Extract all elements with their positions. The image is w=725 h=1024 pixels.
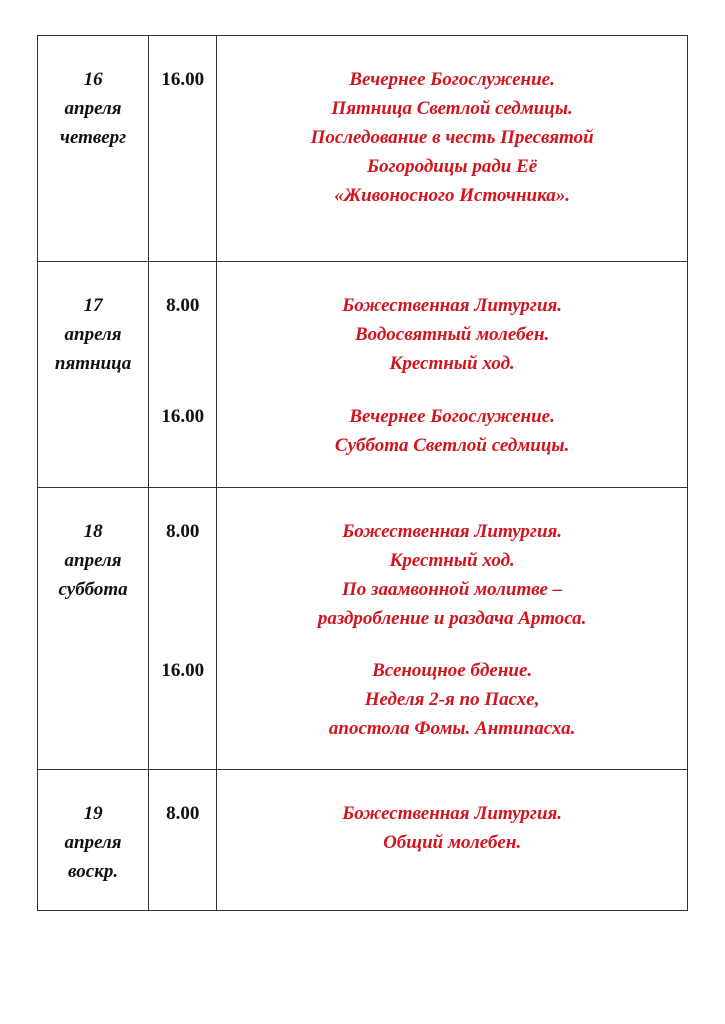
date-cell <box>38 488 149 770</box>
event-line: Пятница Светлой седмицы. <box>331 98 573 119</box>
weekday-name: воскр. <box>68 861 119 882</box>
event-line: Божественная Литургия. <box>342 521 563 542</box>
table-row <box>38 770 688 911</box>
event-line: Последование в честь Пресвятой <box>310 127 594 148</box>
time-cell <box>149 488 217 770</box>
service-time: 16.00 <box>161 660 205 681</box>
event-line: Всенощное бдение. <box>372 660 533 681</box>
month-name: апреля <box>64 98 122 119</box>
spacer <box>217 378 687 402</box>
service-time: 8.00 <box>166 521 200 542</box>
time-cell <box>149 36 217 262</box>
day-number: 17 <box>83 295 103 316</box>
service-time: 16.00 <box>161 69 205 90</box>
event-cell <box>217 770 688 911</box>
service-time: 16.00 <box>161 406 205 427</box>
day-number: 18 <box>83 521 103 542</box>
event-line: Крестный ход. <box>389 550 515 571</box>
table-row <box>38 36 688 262</box>
schedule-table <box>37 35 688 911</box>
month-name: апреля <box>64 324 122 345</box>
event-line: Общий молебен. <box>383 832 522 853</box>
table-row <box>38 262 688 488</box>
date-cell <box>38 262 149 488</box>
month-name: апреля <box>64 550 122 571</box>
event-line: Божественная Литургия. <box>342 295 563 316</box>
event-line: Водосвятный молебен. <box>354 324 550 345</box>
date-cell <box>38 36 149 262</box>
event-line: раздробление и раздача Артоса. <box>317 608 587 629</box>
weekday-name: суббота <box>58 579 128 600</box>
event-cell <box>217 262 688 488</box>
event-line: По заамвонной молитве – <box>342 579 563 600</box>
spacer <box>149 320 216 402</box>
event-line: апостола Фомы. Антипасха. <box>328 718 576 739</box>
event-line: Крестный ход. <box>389 353 515 374</box>
month-name: апреля <box>64 832 122 853</box>
weekday-name: пятница <box>54 353 132 374</box>
time-cell <box>149 770 217 911</box>
event-line: Вечернее Богослужение. <box>349 406 555 427</box>
weekday-name: четверг <box>60 127 127 148</box>
date-cell <box>38 770 149 911</box>
day-number: 16 <box>83 69 103 90</box>
service-time: 8.00 <box>166 295 200 316</box>
day-number: 19 <box>83 803 103 824</box>
spacer <box>149 546 216 656</box>
event-line: «Живоносного Источника». <box>334 185 571 206</box>
table-row <box>38 488 688 770</box>
event-line: Неделя 2-я по Пасхе, <box>364 689 540 710</box>
event-cell <box>217 488 688 770</box>
event-cell <box>217 36 688 262</box>
spacer <box>217 633 687 656</box>
service-time: 8.00 <box>166 803 200 824</box>
time-cell <box>149 262 217 488</box>
event-line: Суббота Светлой седмицы. <box>334 435 570 456</box>
event-line: Божественная Литургия. <box>342 803 563 824</box>
event-line: Богородицы ради Её <box>367 156 538 177</box>
event-line: Вечернее Богослужение. <box>349 69 555 90</box>
